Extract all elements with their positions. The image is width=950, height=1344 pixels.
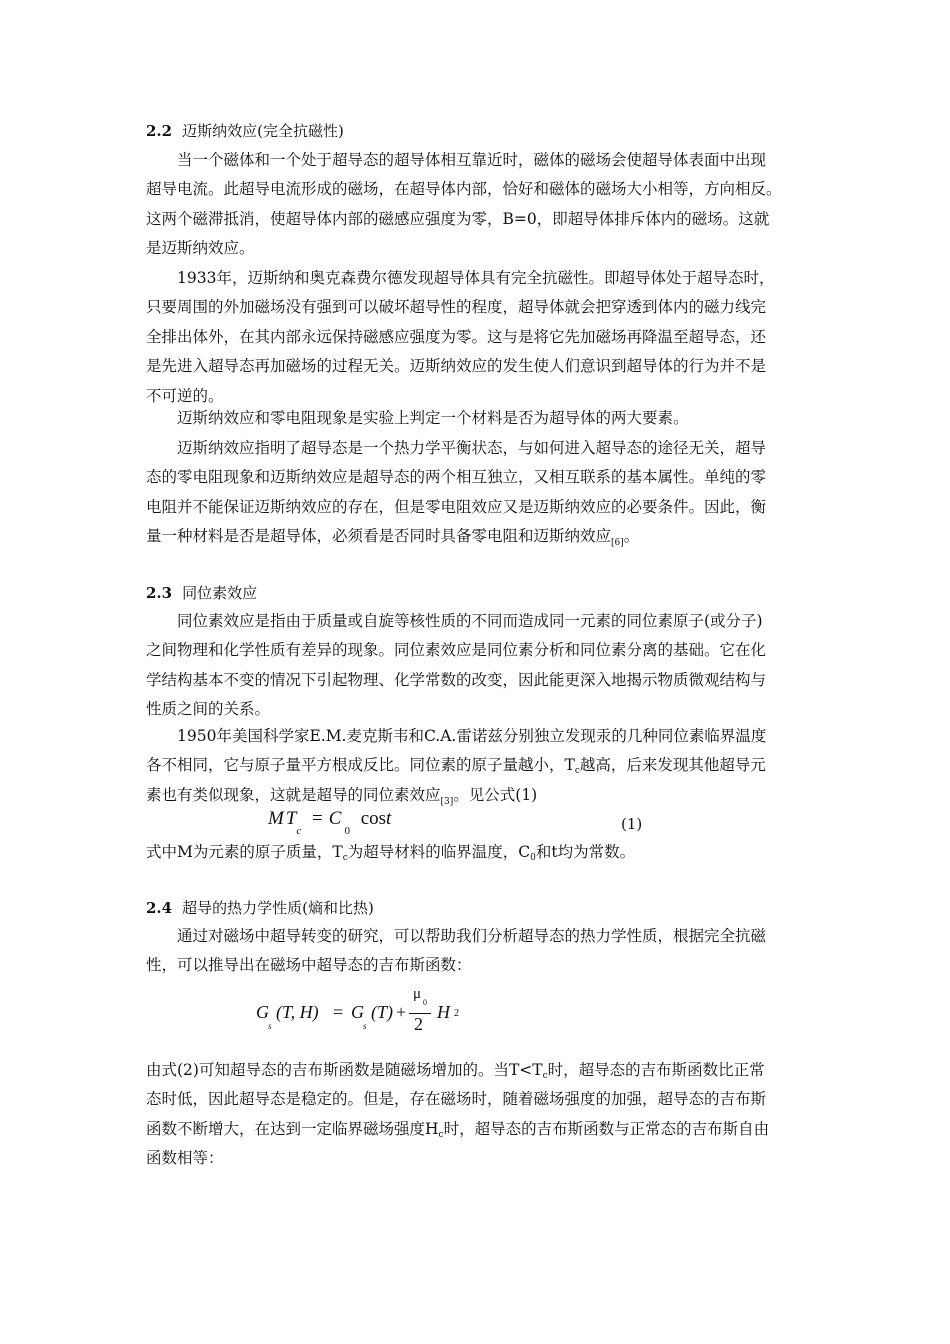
section-number: 2.3	[146, 584, 173, 602]
text-line: 迈斯纳效应指明了超导态是一个热力学平衡状态，与如何进入超导态的途径无关，超导	[177, 439, 767, 457]
paragraph-thermo-1	[146, 922, 816, 981]
eq-symbol: t	[386, 808, 392, 829]
eq-args-text: (T, H)	[276, 1002, 319, 1022]
section-number: 2.2	[146, 122, 173, 140]
text-line: 电阻并不能保证迈斯纳效应的存在，但是零电阻效应又是迈斯纳效应的必要条件。因此，衡	[146, 497, 767, 516]
paragraph-isotope-2	[146, 722, 816, 810]
text-line: 性，可以推导出在磁场中超导态的吉布斯函数：	[146, 956, 472, 975]
text-segment: 为超导材料的临界温度，C	[347, 843, 531, 861]
text-line: 是迈斯纳效应。	[146, 239, 255, 258]
paragraph-isotope-3	[146, 838, 816, 867]
text-line: 不可逆的。	[146, 386, 224, 405]
paragraph-meissner-3	[146, 404, 816, 433]
paragraph-meissner-1	[146, 146, 816, 264]
text-line: 当一个磁体和一个处于超导态的超导体相互靠近时，磁体的磁场会使超导体表面中出现	[177, 151, 767, 169]
equation-1	[268, 808, 391, 837]
eq-subscript: c	[296, 825, 302, 837]
eq-subscript: 0	[344, 825, 350, 837]
equation-number: (1)	[621, 815, 643, 833]
eq-subscript: s	[268, 1021, 272, 1031]
text-line-content: 量一种材料是否是超导体，必须看是否同时具备零电阻和迈斯纳效应	[146, 527, 612, 546]
text-line: 学结构基本不变的情况下引起物理、化学常数的改变，因此能更深入地揭示物质微观结构与	[146, 670, 767, 689]
section-heading-2-4	[146, 898, 826, 918]
subscript: c	[438, 1129, 444, 1140]
text-line: 这两个磁滞抵消，使超导体内部的磁感应强度为零，B=0，即超导体排斥体内的磁场。这就	[146, 209, 770, 228]
eq-denominator: 2	[414, 1014, 423, 1034]
eq-exponent: 2	[454, 1008, 459, 1019]
eq-operator: +	[396, 1002, 407, 1022]
paragraph-meissner-4	[146, 434, 816, 552]
eq-args	[276, 1002, 319, 1023]
text-line	[146, 522, 816, 551]
text-line	[146, 781, 816, 810]
text-line	[146, 1056, 816, 1085]
text-line: 之间物理和化学性质有差异的现象。同位素效应是同位素分析和同位素分离的基础。它在化	[146, 641, 767, 660]
text-line: 只要周围的外加磁场没有强到可以破坏超导性的程度，超导体就会把穿透到体内的磁力线完	[146, 298, 767, 317]
text-segment: 时，超导态的吉布斯函数与正常态的吉布斯自由	[443, 1119, 770, 1138]
section-title: 超导的热力学性质(熵和比热)	[182, 899, 374, 917]
eq-symbol: G	[351, 1002, 364, 1022]
section-heading-2-2	[146, 121, 826, 141]
text-line-end: 。	[623, 527, 640, 546]
citation-ref: [3]	[440, 796, 454, 807]
section-heading-2-3	[146, 583, 826, 603]
text-segment: 越高，后来发现其他超导元	[579, 756, 766, 775]
subscript: c	[542, 1071, 548, 1081]
text-line: 1950年美国科学家E.M.麦克斯韦和C.A.雷诺兹分别独立发现汞的几种同位素临界温度	[177, 727, 767, 745]
equation-2	[256, 986, 486, 1046]
text-line: 迈斯纳效应和零电阻现象是实验上判定一个材料是否为超导体的两大要素。	[177, 409, 689, 427]
subscript: 0	[530, 853, 536, 863]
text-line: 函数相等：	[146, 1149, 224, 1168]
text-segment: 函数不断增大，在达到一定临界磁场强度H	[146, 1119, 439, 1138]
eq-symbol: M	[268, 808, 284, 829]
text-segment: 。见公式(1)	[453, 785, 538, 804]
text-line: 态的零电阻现象和迈斯纳效应是超导态的两个相互独立，又相互联系的基本属性。单纯的零	[146, 468, 767, 487]
text-line: 1933年，迈斯纳和奥克森费尔德发现超导体具有完全抗磁性。即超导体处于超导态时，	[177, 269, 775, 287]
paragraph-isotope-1	[146, 607, 816, 725]
section-title: 迈斯纳效应(完全抗磁性)	[182, 122, 344, 140]
text-line: 态时低，因此超导态是稳定的。但是，存在磁场时，随着磁场强度的加强，超导态的吉布斯	[146, 1090, 767, 1109]
text-line	[146, 751, 816, 780]
text-segment: 素也有类似现象，这就是超导的同位素效应	[146, 785, 441, 804]
eq-operator: =	[333, 1002, 344, 1022]
eq-operator: =	[312, 808, 323, 829]
paragraph-thermo-2	[146, 1056, 816, 1174]
text-line: 是先进入超导态再加磁场的过程无关。迈斯纳效应的发生使人们意识到超导体的行为并不是	[146, 357, 767, 376]
text-segment: 时，超导态的吉布斯函数比正常	[547, 1061, 765, 1079]
text-line: 超导电流。此超导电流形成的磁场，在超导体内部，恰好和磁体的磁场大小相等，方向相反。	[146, 180, 782, 199]
subscript: c	[574, 766, 580, 777]
text-line	[146, 1115, 816, 1144]
citation-ref: [6]	[611, 538, 624, 549]
text-segment: 式中M为元素的原子质量，T	[146, 843, 343, 861]
eq-symbol: C	[328, 808, 342, 829]
paragraph-meissner-2	[146, 264, 816, 411]
eq-function: cos	[360, 808, 387, 829]
eq-symbol: T	[285, 808, 297, 829]
text-line	[146, 838, 816, 867]
text-segment: 由式(2)可知超导态的吉布斯函数是随磁场增加的。当T<T	[146, 1061, 543, 1079]
eq-subscript: s	[363, 1021, 367, 1031]
eq-symbol: H	[437, 1002, 450, 1022]
text-line: 性质之间的关系。	[146, 700, 271, 719]
eq-args: (T)	[371, 1002, 393, 1022]
eq-numerator: μ	[413, 986, 422, 1002]
section-number: 2.4	[146, 899, 173, 917]
section-title: 同位素效应	[182, 584, 258, 602]
eq-symbol: G	[256, 1002, 269, 1022]
text-segment: 各不相同，它与原子量平方根成反比。同位素的原子量越小，T	[146, 756, 575, 775]
subscript: c	[342, 853, 348, 863]
eq-subscript: 0	[423, 998, 427, 1007]
text-segment: 和t均为常数。	[535, 843, 636, 861]
text-line: 全排出体外，在其内部永远保持磁感应强度为零。这与是将它先加磁场再降温至超导态，还	[146, 327, 767, 346]
text-line: 同位素效应是指由于质量或自旋等核性质的不同而造成同一元素的同位素原子(或分子)	[177, 612, 763, 630]
text-line: 通过对磁场中超导转变的研究，可以帮助我们分析超导态的热力学性质，根据完全抗磁	[177, 927, 767, 945]
